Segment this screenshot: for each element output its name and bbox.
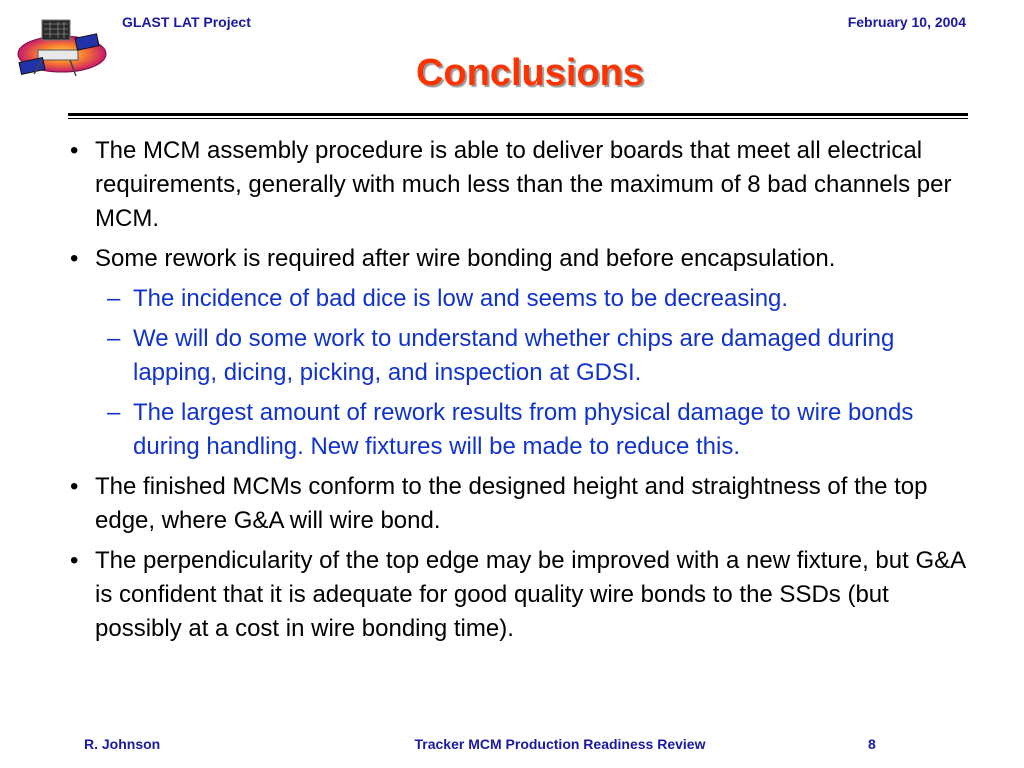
- sub-bullet-item: [70, 322, 970, 390]
- bullet-list: [70, 134, 970, 652]
- bullet-text: The perpendicularity of the top edge may be improved with a new fixture, but G&A is confident that it is adequate for good quality wire bonds to the SSDs (but possibly at a cost in wire bonding time).: [95, 547, 965, 642]
- dash-marker: –: [107, 325, 121, 352]
- bullet-text: The MCM assembly procedure is able to deliver boards that meet all electrical requirements, generally with much less than the maximum of 8 bad channels per MCM.: [95, 137, 952, 232]
- bullet-item: [70, 242, 970, 276]
- footer-author: R. Johnson: [84, 736, 161, 752]
- header-date: February 10, 2004: [847, 14, 966, 30]
- header-project-name: GLAST LAT Project: [122, 14, 251, 30]
- sub-bullet-text: The largest amount of rework results from physical damage to wire bonds during handling. New fixtures will be made to reduce this.: [133, 399, 914, 460]
- sub-bullet-item: [70, 396, 970, 464]
- sub-bullet-item: [70, 282, 970, 316]
- bullet-marker: •: [70, 547, 79, 574]
- bullet-marker: •: [70, 473, 79, 500]
- bullet-marker: •: [70, 137, 79, 164]
- bullet-marker: •: [70, 245, 79, 272]
- bullet-item: [70, 544, 970, 646]
- bullet-item: [70, 470, 970, 538]
- dash-marker: –: [107, 285, 121, 312]
- footer-page-number: 8: [868, 736, 876, 752]
- sub-bullet-text: The incidence of bad dice is low and seems to be decreasing.: [133, 285, 789, 312]
- title-rule-thick: [68, 113, 968, 116]
- dash-marker: –: [107, 399, 121, 426]
- title-rule-thin: [68, 118, 968, 119]
- footer-presentation-title: Tracker MCM Production Readiness Review: [414, 736, 706, 752]
- bullet-text: Some rework is required after wire bonding and before encapsulation.: [95, 245, 836, 272]
- bullet-text: The finished MCMs conform to the designed height and straightness of the top edge, where G&A will wire bond.: [95, 473, 928, 534]
- bullet-item: [70, 134, 970, 236]
- sub-bullet-text: We will do some work to understand whether chips are damaged during lapping, dicing, picking, and inspection at GDSI.: [133, 325, 895, 386]
- slide-title: Conclusions: [415, 52, 645, 94]
